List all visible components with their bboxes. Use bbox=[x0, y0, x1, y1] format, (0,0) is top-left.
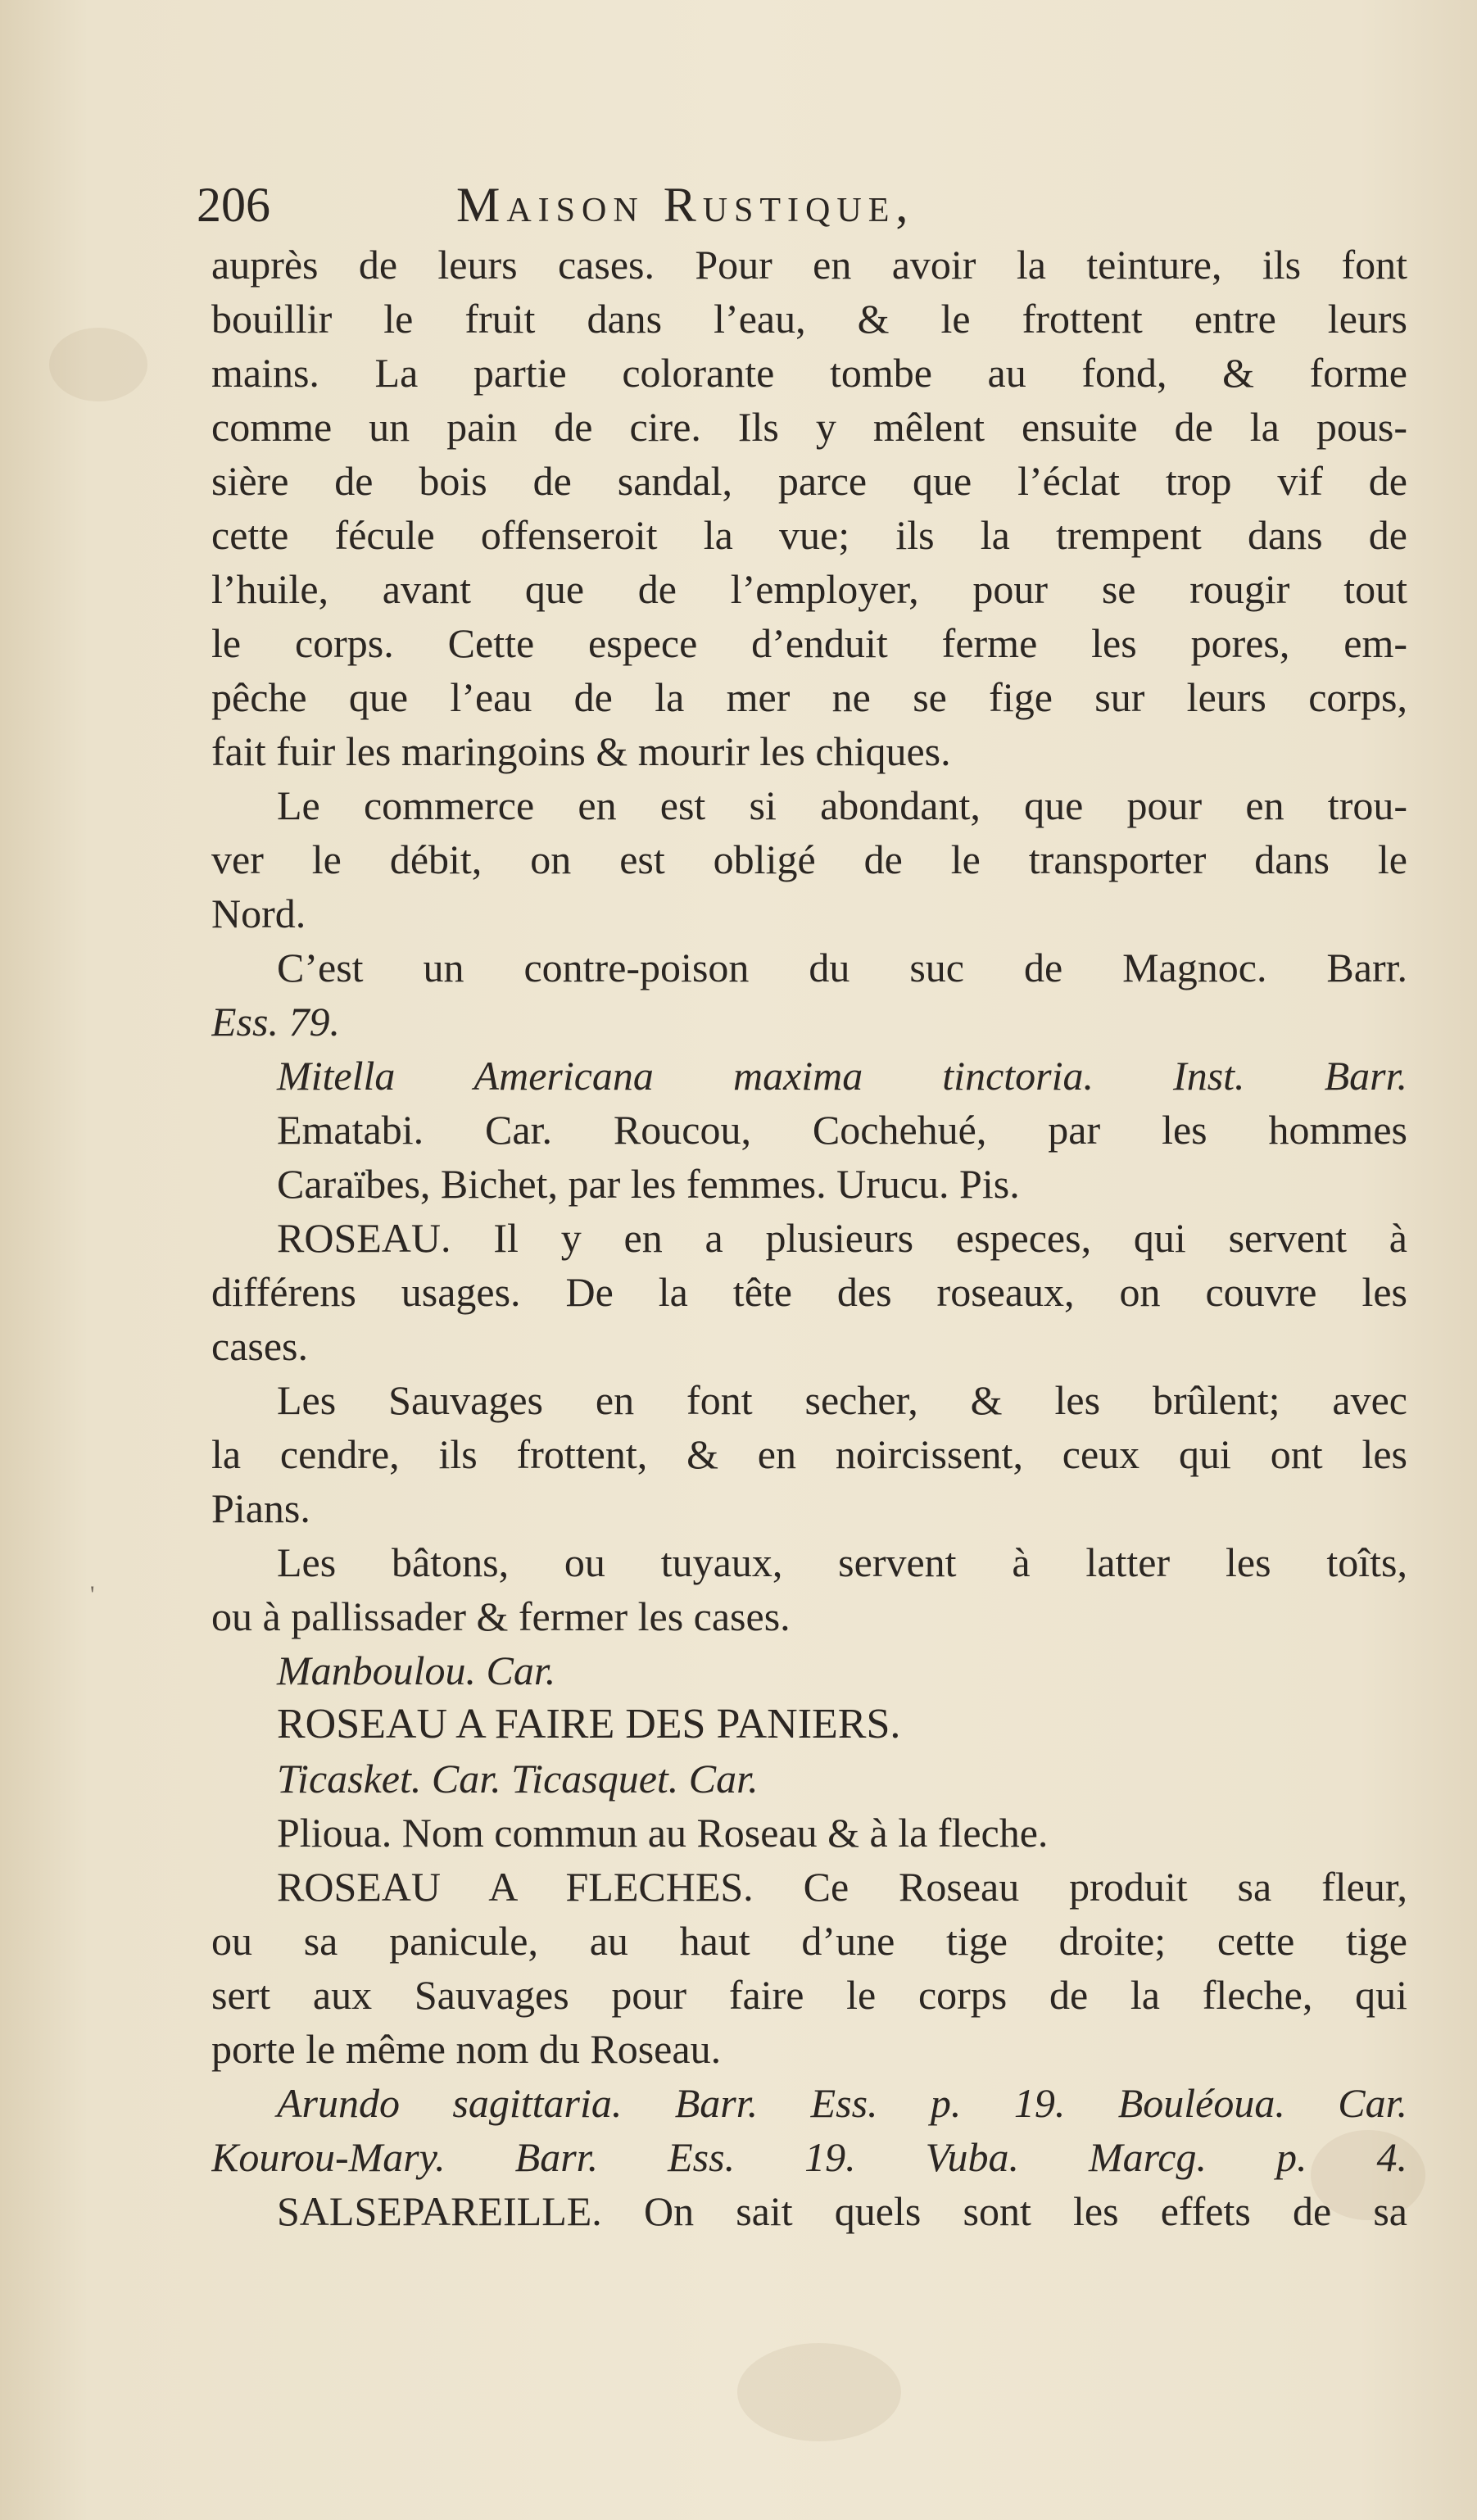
page-header bbox=[197, 168, 1262, 242]
text-line: Les bâtons, ou tuyaux, servent à latter les toîts, bbox=[277, 1539, 1407, 1585]
text-line: Ess. 79. bbox=[211, 999, 340, 1045]
text-line: Nord. bbox=[211, 891, 306, 936]
body-text bbox=[211, 238, 1407, 2238]
text-line: Mitella Americana maxima tinctoria. Inst. Barr. bbox=[277, 1053, 1407, 1099]
text-line: ROSEAU A FLECHES. Ce Roseau produit sa fleur, bbox=[277, 1864, 1407, 1910]
text-line: Arundo sagittaria. Barr. Ess. p. 19. Bouléoua. Car. bbox=[277, 2080, 1407, 2126]
text-line: différens usages. De la tête des roseaux, on couvre les bbox=[211, 1269, 1407, 1315]
paper-stain bbox=[737, 2343, 901, 2441]
text-line: C’est un contre-poison du suc de Magnoc. Barr. bbox=[277, 945, 1407, 990]
text-line: Ematabi. Car. Roucou, Cochehué, par les hommes bbox=[277, 1107, 1407, 1153]
text-line: Ticasket. Car. Ticasquet. Car. bbox=[277, 1756, 759, 1802]
text-line: mains. La partie colorante tombe au fond, & forme bbox=[211, 350, 1407, 396]
paper-stain bbox=[49, 328, 147, 401]
text-line: SALSEPAREILLE. On sait quels sont les effets de sa bbox=[277, 2188, 1407, 2234]
text-line: Les Sauvages en font secher, & les brûlent; avec bbox=[277, 1377, 1407, 1423]
text-line: ou à pallissader & fermer les cases. bbox=[211, 1593, 791, 1639]
text-line: pêche que l’eau de la mer ne se fige sur leurs corps, bbox=[211, 674, 1407, 720]
text-line: Le commerce en est si abondant, que pour en trou- bbox=[277, 782, 1407, 828]
page-number: 206 bbox=[197, 178, 270, 232]
text-line: bouillir le fruit dans l’eau, & le frottent entre leurs bbox=[211, 296, 1407, 342]
running-title: Maison Rustique, bbox=[456, 178, 915, 232]
text-line: Manboulou. Car. bbox=[277, 1648, 556, 1693]
text-line: porte le même nom du Roseau. bbox=[211, 2026, 722, 2072]
text-line: Pians. bbox=[211, 1485, 310, 1531]
text-line: ROSEAU. Il y en a plusieurs especes, qui servent à bbox=[277, 1215, 1407, 1261]
text-line: auprès de leurs cases. Pour en avoir la teinture, ils font bbox=[211, 242, 1407, 288]
text-line: Plioua. Nom commun au Roseau & à la fleche. bbox=[277, 1810, 1049, 1856]
text-line: sière de bois de sandal, parce que l’éclat trop vif de bbox=[211, 458, 1407, 504]
text-line: Caraïbes, Bichet, par les femmes. Urucu. Pis. bbox=[277, 1161, 1020, 1207]
text-line: comme un pain de cire. Ils y mêlent ensuite de la pous- bbox=[211, 404, 1407, 450]
text-line: ROSEAU A FAIRE DES PANIERS. bbox=[277, 1701, 901, 1747]
text-line: le corps. Cette espece d’enduit ferme les pores, em- bbox=[211, 620, 1407, 666]
text-line: ver le débit, on est obligé de le transporter dans le bbox=[211, 836, 1407, 882]
text-line: cette fécule offenseroit la vue; ils la trempent dans de bbox=[211, 512, 1407, 558]
text-line: Kourou-Mary. Barr. Ess. 19. Vuba. Marcg. p. 4. bbox=[211, 2134, 1407, 2180]
text-line: la cendre, ils frottent, & en noircissent, ceux qui ont les bbox=[211, 1431, 1407, 1477]
text-line: sert aux Sauvages pour faire le corps de la fleche, qui bbox=[211, 1972, 1407, 2018]
text-line: fait fuir les maringoins & mourir les chiques. bbox=[211, 728, 951, 774]
text-line: l’huile, avant que de l’employer, pour se rougir tout bbox=[211, 566, 1407, 612]
margin-mark: ' bbox=[90, 1581, 95, 1608]
text-line: cases. bbox=[211, 1323, 308, 1369]
text-line: ou sa panicule, au haut d’une tige droite; cette tige bbox=[211, 1918, 1407, 1964]
